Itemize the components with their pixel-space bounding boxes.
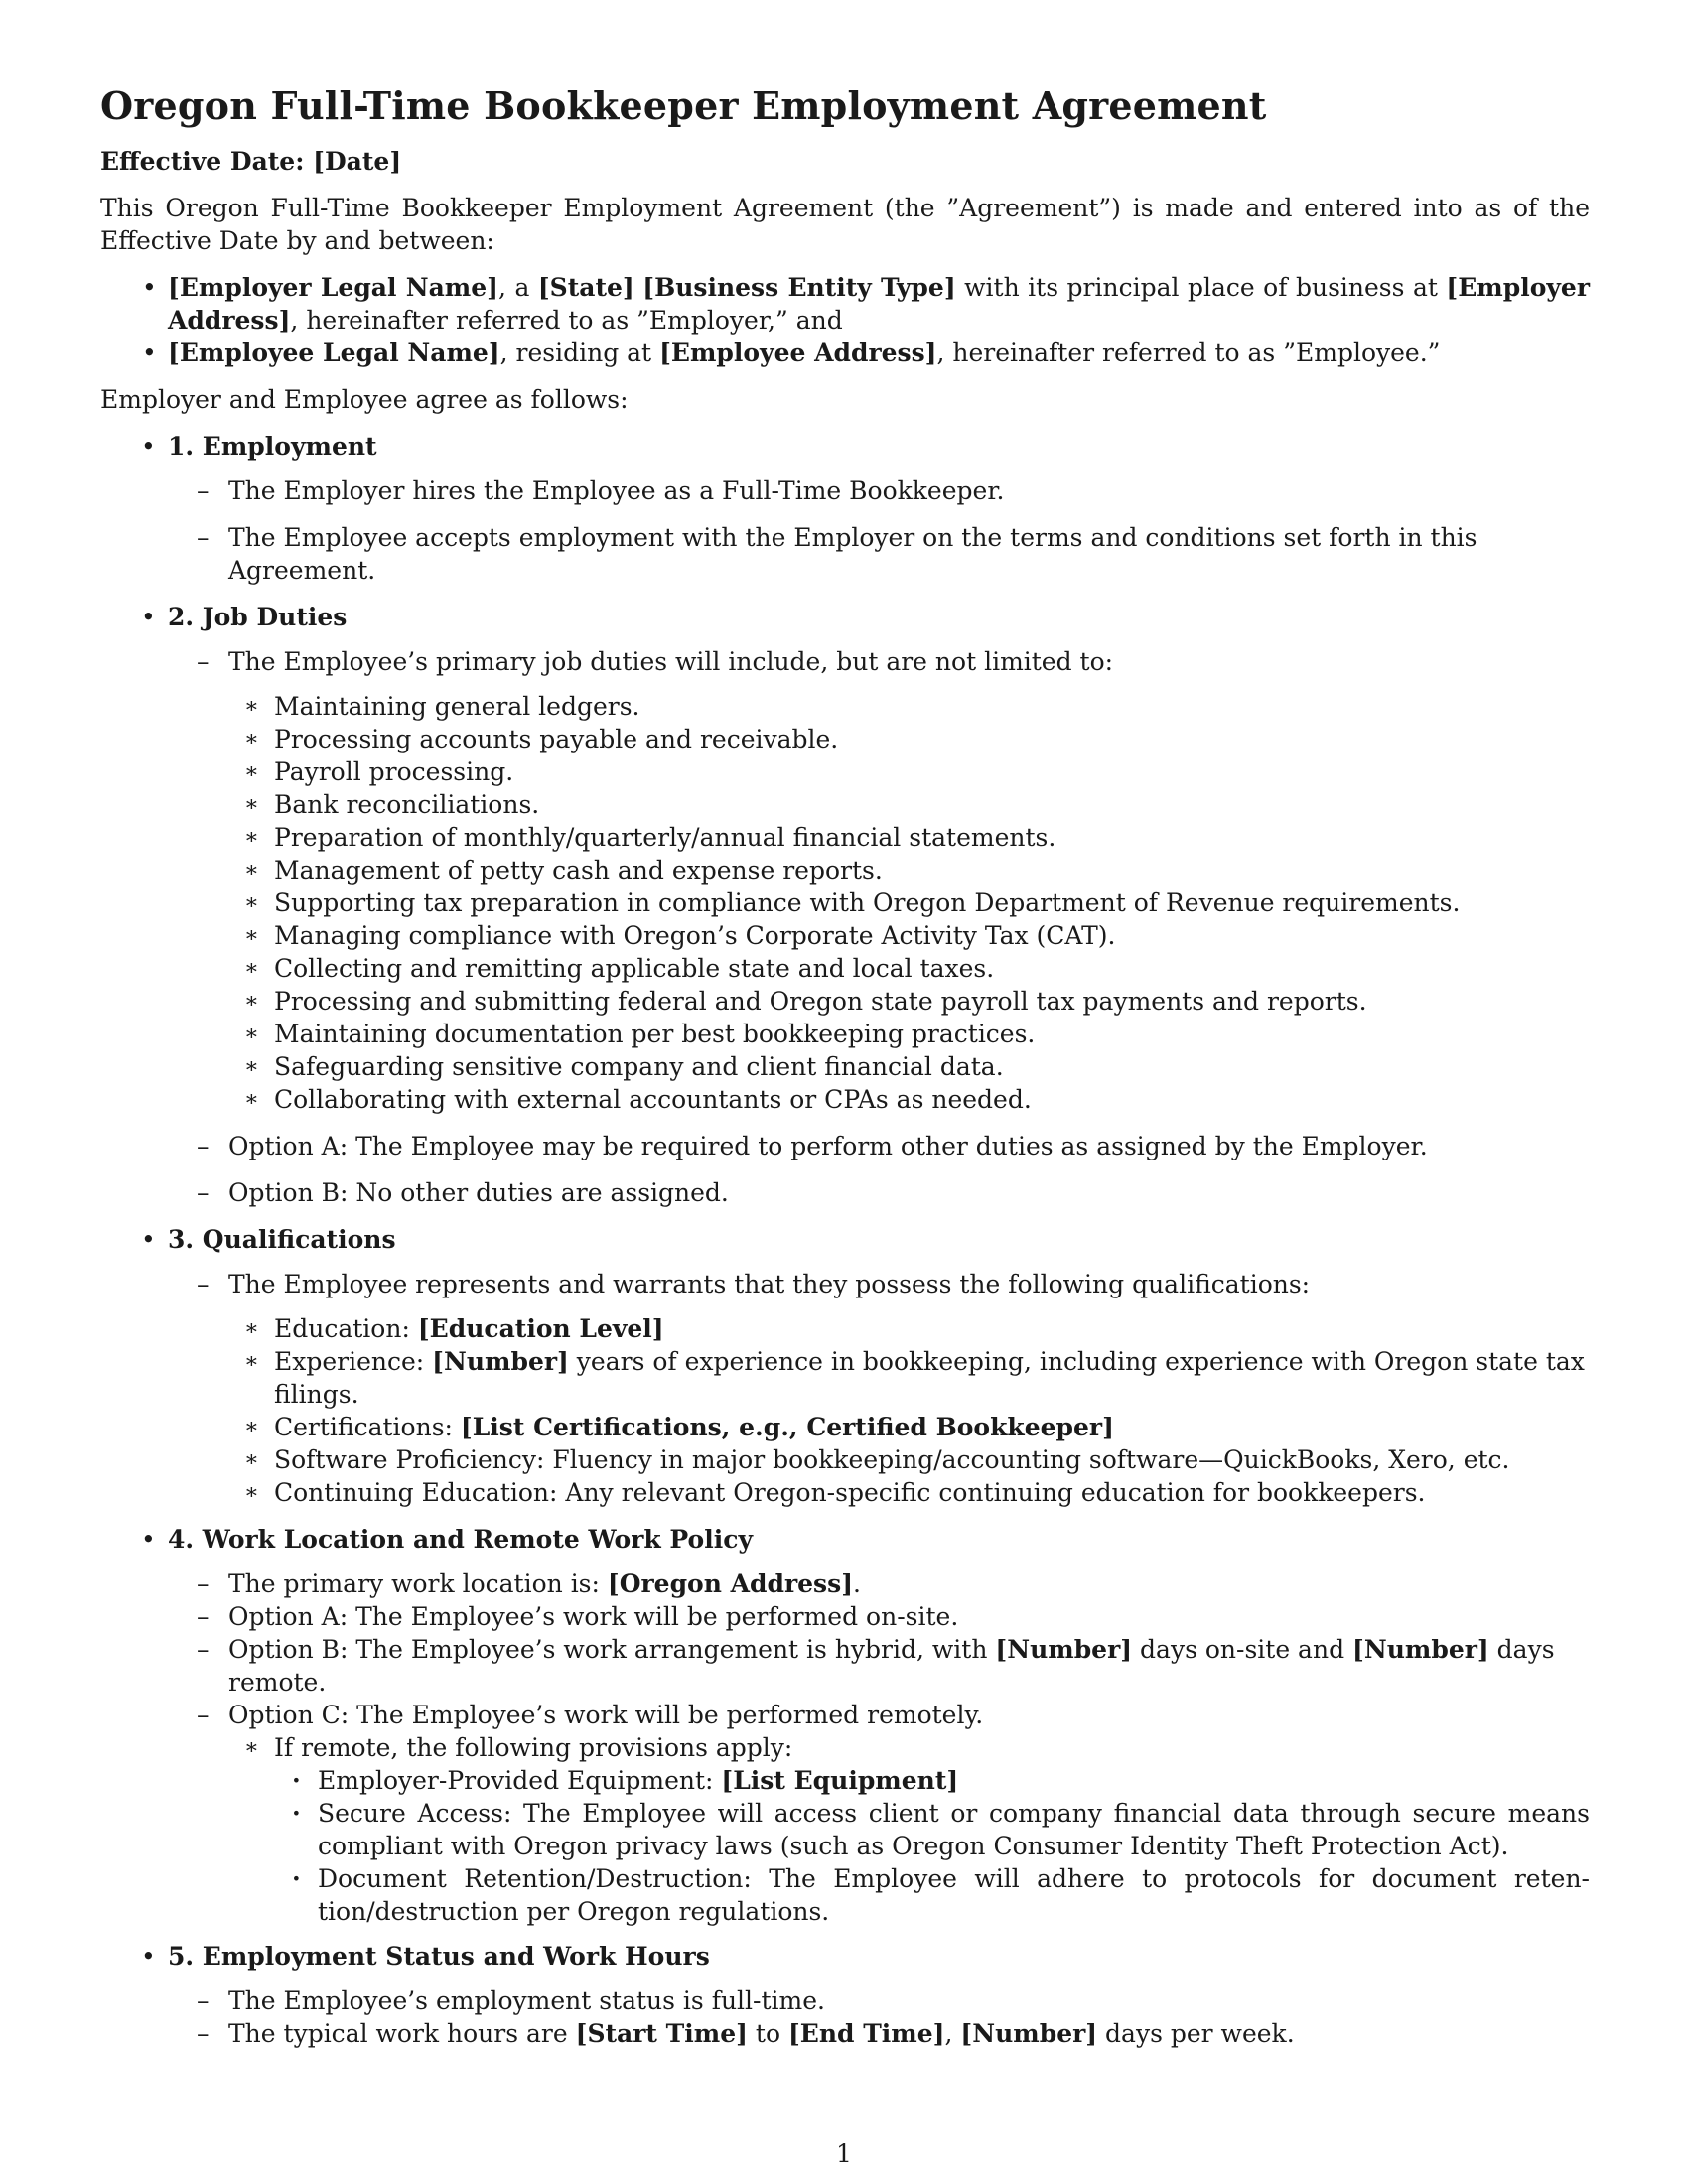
list-item: – The primary work location is: [Oregon Address]. bbox=[228, 1568, 1590, 1600]
list-item: – Option B: No other duties are assigned. bbox=[228, 1176, 1590, 1209]
section-qualifications bbox=[100, 1223, 1590, 1509]
qualification-item: ∗ Education: [Education Level] bbox=[274, 1312, 1590, 1345]
section-job-duties bbox=[100, 601, 1590, 1209]
section-title: • 2. Job Duties bbox=[168, 603, 348, 631]
remote-provisions bbox=[274, 1764, 1590, 1928]
list-item: – The typical work hours are [Start Time] to [End Time], [Number] days per week. bbox=[228, 2017, 1590, 2050]
duty-item: ∗ Management of petty cash and expense reports. bbox=[274, 854, 1590, 887]
provision-item: · Employer-Provided Equipment: [List Equipment] bbox=[318, 1764, 1590, 1797]
provision-item: · Document Retention/Destruction: The Employee will adhere to protocols for document reten- tion/destruction per Oregon regulations. bbox=[318, 1862, 1590, 1928]
list-item: – The Employee’s primary job duties will include, but are not limited to: ∗ Maintaining general ledgers. ∗ Processing accounts payable and receivable. ∗ Payroll processing. ∗ Bank reconciliations. ∗ Preparation of monthly/quarterly/annual financial statements. ∗ Management of petty cash and expense reports. ∗ Supporting tax preparation in compliance with Oregon Department of Revenue requirements. ∗ Managing compliance with Oregon’s Corporate Activity Tax (CAT). ∗ Collecting and remitting applicable state and local taxes. ∗ Processing and submitting federal and Oregon state payroll tax payments and reports. ∗ Maintaining documentation per best bookkeeping practices. ∗ Safeguarding sensitive company and client financial data. ∗ Collaborating with external accountants or CPAs as needed. bbox=[228, 645, 1590, 1116]
duty-item: ∗ Maintaining documentation per best bookkeeping practices. bbox=[274, 1018, 1590, 1050]
parties-list bbox=[100, 271, 1590, 369]
duty-item: ∗ Maintaining general ledgers. bbox=[274, 690, 1590, 723]
list-item: – Option A: The Employee may be required to perform other duties as assigned by the Employer. bbox=[228, 1130, 1590, 1162]
list-item: – The Employee’s employment status is full-time. bbox=[228, 1984, 1590, 2017]
duty-item: ∗ Supporting tax preparation in compliance with Oregon Department of Revenue requirements. bbox=[274, 887, 1590, 919]
document-title: Oregon Full-Time Bookkeeper Employment Agreement bbox=[100, 83, 1267, 128]
duty-item: ∗ Bank reconciliations. bbox=[274, 788, 1590, 821]
remote-list bbox=[228, 1731, 1590, 1928]
section-employment bbox=[100, 430, 1590, 587]
section-title: • 1. Employment bbox=[168, 432, 377, 461]
duty-item: ∗ Processing accounts payable and receivable. bbox=[274, 723, 1590, 755]
duty-item: ∗ Collecting and remitting applicable state and local taxes. bbox=[274, 952, 1590, 985]
list-item: – Option C: The Employee’s work will be performed remotely. ∗ If remote, the following provisions apply: · Employer-Provided Equipment: [List Equipment] · Secure Access: The Employee will access client or company financial data through secure means compliant with Oregon privacy laws (such as Oregon Consumer Identity Theft Protection Act). · Document Retention/Destruction: The Employee will adhere to protocols for document reten- tion/destruction per Oregon regulations. bbox=[228, 1699, 1590, 1928]
qualification-item: ∗ Software Proficiency: Fluency in major bookkeeping/accounting software—QuickBooks, Xero, etc. bbox=[274, 1443, 1590, 1476]
duties-list bbox=[228, 690, 1590, 1116]
list-item: – The Employee represents and warrants that they possess the following qualifications: ∗ Education: [Education Level] ∗ Experience: [Number] years of experience in bookkeeping, including experience with Oregon state tax filings. ∗ Certifications: [List Certifications, e.g., Certified Bookkeeper] ∗ Software Proficiency: Fluency in major bookkeeping/accounting software—QuickBooks, Xero, etc. ∗ Continuing Education: Any relevant Oregon-specific continuing education for bookkeepers. bbox=[228, 1268, 1590, 1509]
document-page bbox=[100, 83, 1590, 2062]
qualifications-list bbox=[228, 1312, 1590, 1509]
intro-paragraph: This Oregon Full-Time Bookkeeper Employment Agreement (the ”Agreement”) is made and entered into as of the Effective Date by and between: bbox=[100, 194, 1590, 255]
section-title: • 5. Employment Status and Work Hours bbox=[168, 1942, 710, 1971]
section-work-location bbox=[100, 1523, 1590, 1928]
qualification-item: ∗ Experience: [Number] years of experience in bookkeeping, including experience with Oregon state tax filings. bbox=[274, 1345, 1590, 1411]
list-item: – The Employer hires the Employee as a Full-Time Bookkeeper. bbox=[228, 475, 1590, 507]
duty-item: ∗ Preparation of monthly/quarterly/annual financial statements. bbox=[274, 821, 1590, 854]
section-title: • 3. Qualifications bbox=[168, 1225, 396, 1254]
list-item: – The Employee accepts employment with the Employer on the terms and conditions set forth in this Agreement. bbox=[228, 521, 1590, 587]
remote-item: ∗ If remote, the following provisions apply: · Employer-Provided Equipment: [List Equipment] · Secure Access: The Employee will access client or company financial data through secure means compliant with Oregon privacy laws (such as Oregon Consumer Identity Theft Protection Act). · Document Retention/Destruction: The Employee will adhere to protocols for document reten- tion/destruction per Oregon regulations. bbox=[274, 1731, 1590, 1928]
section-title: • 4. Work Location and Remote Work Policy bbox=[168, 1525, 753, 1554]
list-item: – Option B: The Employee’s work arrangement is hybrid, with [Number] days on-site and [Number] days remote. bbox=[228, 1633, 1590, 1699]
qualification-item: ∗ Certifications: [List Certifications, e.g., Certified Bookkeeper] bbox=[274, 1411, 1590, 1443]
employee-party: • [Employee Legal Name], residing at [Employee Address], hereinafter referred to as ”Employee.” bbox=[168, 337, 1590, 369]
duty-item: ∗ Payroll processing. bbox=[274, 755, 1590, 788]
effective-date: Effective Date: [Date] bbox=[100, 147, 402, 176]
section-status-hours bbox=[100, 1940, 1590, 2050]
agree-statement: Employer and Employee agree as follows: bbox=[100, 385, 629, 414]
duty-item: ∗ Processing and submitting federal and Oregon state payroll tax payments and reports. bbox=[274, 985, 1590, 1018]
sections-list bbox=[100, 430, 1590, 2050]
provision-item: · Secure Access: The Employee will access client or company financial data through secure means compliant with Oregon privacy laws (such as Oregon Consumer Identity Theft Protection Act). bbox=[318, 1797, 1590, 1862]
duty-item: ∗ Managing compliance with Oregon’s Corporate Activity Tax (CAT). bbox=[274, 919, 1590, 952]
list-item: – Option A: The Employee’s work will be performed on-site. bbox=[228, 1600, 1590, 1633]
employer-party: • [Employer Legal Name], a [State] [Business Entity Type] with its principal place of business at [Employer Address], hereinafter referred to as ”Employer,” and bbox=[168, 271, 1590, 337]
duty-item: ∗ Safeguarding sensitive company and client financial data. bbox=[274, 1050, 1590, 1083]
duty-item: ∗ Collaborating with external accountants or CPAs as needed. bbox=[274, 1083, 1590, 1116]
page-number: 1 bbox=[836, 2139, 852, 2168]
qualification-item: ∗ Continuing Education: Any relevant Oregon-specific continuing education for bookkeepers. bbox=[274, 1476, 1590, 1509]
